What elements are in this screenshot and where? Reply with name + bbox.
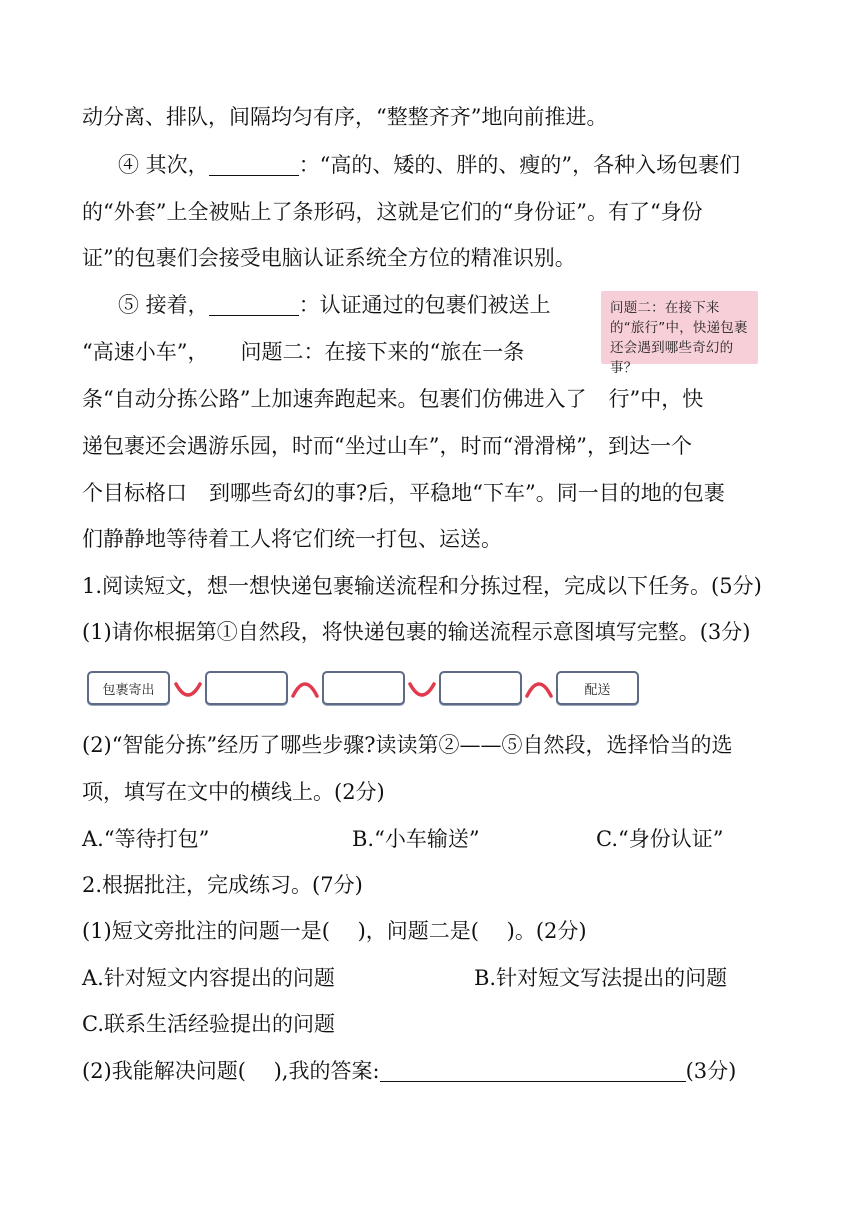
passage-line-overlap <box>82 384 703 414</box>
paragraph-4-line <box>118 150 740 180</box>
passage-text: 条“自动分拣公路”上加速奔跑起来。包裹们仿佛进入了 <box>82 387 587 411</box>
passage-line: 动分离、排队，间隔均匀有序，“整整齐齐”地向前推进。 <box>82 105 608 129</box>
question-2-1: (1)短文旁批注的问题一是( )，问题二是( )。(2分) <box>82 919 587 943</box>
question-1-2-cont: 项，填写在文中的横线上。(2分) <box>82 780 385 804</box>
passage-text-overlap: 到哪些奇幻的事?后，平稳地“下车”。同一目的地的包裹 <box>209 481 725 505</box>
answer-blank-q2-2[interactable] <box>380 1061 686 1082</box>
question-2-2 <box>82 1056 736 1086</box>
flow-end-box: 配送 <box>556 671 639 705</box>
option-a: A.“等待打包” <box>82 827 210 851</box>
annotation-note-question-two <box>601 291 758 376</box>
question-1-2: (2)“智能分拣”经历了哪些步骤?读读第②——⑤自然段，选择恰当的选 <box>82 733 733 757</box>
question-1: 1.阅读短文，想一想快递包裹输送流程和分拣过程，完成以下任务。(5分) <box>82 574 762 598</box>
down-curve-arrow-icon <box>406 676 438 702</box>
flow-blank-box-1[interactable] <box>205 671 288 705</box>
annotation-text: 问题二：在接下来的“旅行”中，快递包裹还会遇到哪些奇幻的事？ <box>610 300 748 376</box>
option-c: C.“身份认证” <box>596 827 724 851</box>
question-2-2-score: (3分) <box>685 1059 737 1083</box>
passage-text: 个目标格口 <box>82 481 187 505</box>
question-2-2-text: (2)我能解决问题( ),我的答案: <box>82 1059 380 1083</box>
paragraph-5-rest: ：认证通过的包裹们被送上 <box>298 293 551 317</box>
question-1-1: (1)请你根据第①自然段，将快递包裹的输送流程示意图填写完整。(3分) <box>82 620 751 644</box>
answer-blank-p4[interactable] <box>209 155 299 176</box>
passage-line-overlap <box>82 337 524 367</box>
passage-line: 递包裹还会遇游乐园，时而“坐过山车”，时而“滑滑梯”，到达一个 <box>82 434 692 458</box>
up-curve-arrow-icon <box>523 676 555 702</box>
option-b: B.“小车输送” <box>352 827 480 851</box>
question-2: 2.根据批注，完成练习。(7分) <box>82 873 363 897</box>
answer-blank-p5[interactable] <box>209 295 299 316</box>
passage-line: 证”的包裹们会接受电脑认证系统全方位的精准识别。 <box>82 246 576 270</box>
paragraph-5-line <box>118 290 551 320</box>
flow-start-box: 包裹寄出 <box>87 671 170 705</box>
q2-option-c: C.联系生活经验提出的问题 <box>82 1012 335 1036</box>
up-curve-arrow-icon <box>289 676 321 702</box>
paragraph-4-start: ④ 其次， <box>118 153 209 177</box>
q2-option-b: B.针对短文写法提出的问题 <box>474 966 728 990</box>
passage-line-overlap <box>82 478 725 508</box>
passage-text-overlap: 问题二：在接下来的“旅在一条 <box>240 340 525 364</box>
passage-text: “高速小车”， <box>82 340 209 364</box>
passage-text-overlap: 行”中，快 <box>608 387 704 411</box>
flow-blank-box-2[interactable] <box>322 671 405 705</box>
paragraph-4-rest: ：“高的、矮的、胖的、瘦的”，各种入场包裹们 <box>298 153 741 177</box>
passage-line: 的“外套”上全被贴上了条形码，这就是它们的“身份证”。有了“身份 <box>82 200 703 224</box>
flow-blank-box-3[interactable] <box>439 671 522 705</box>
paragraph-5-start: ⑤ 接着， <box>118 293 209 317</box>
q2-option-a: A.针对短文内容提出的问题 <box>82 966 335 990</box>
down-curve-arrow-icon <box>172 676 204 702</box>
passage-line: 们静静地等待着工人将它们统一打包、运送。 <box>82 527 502 551</box>
